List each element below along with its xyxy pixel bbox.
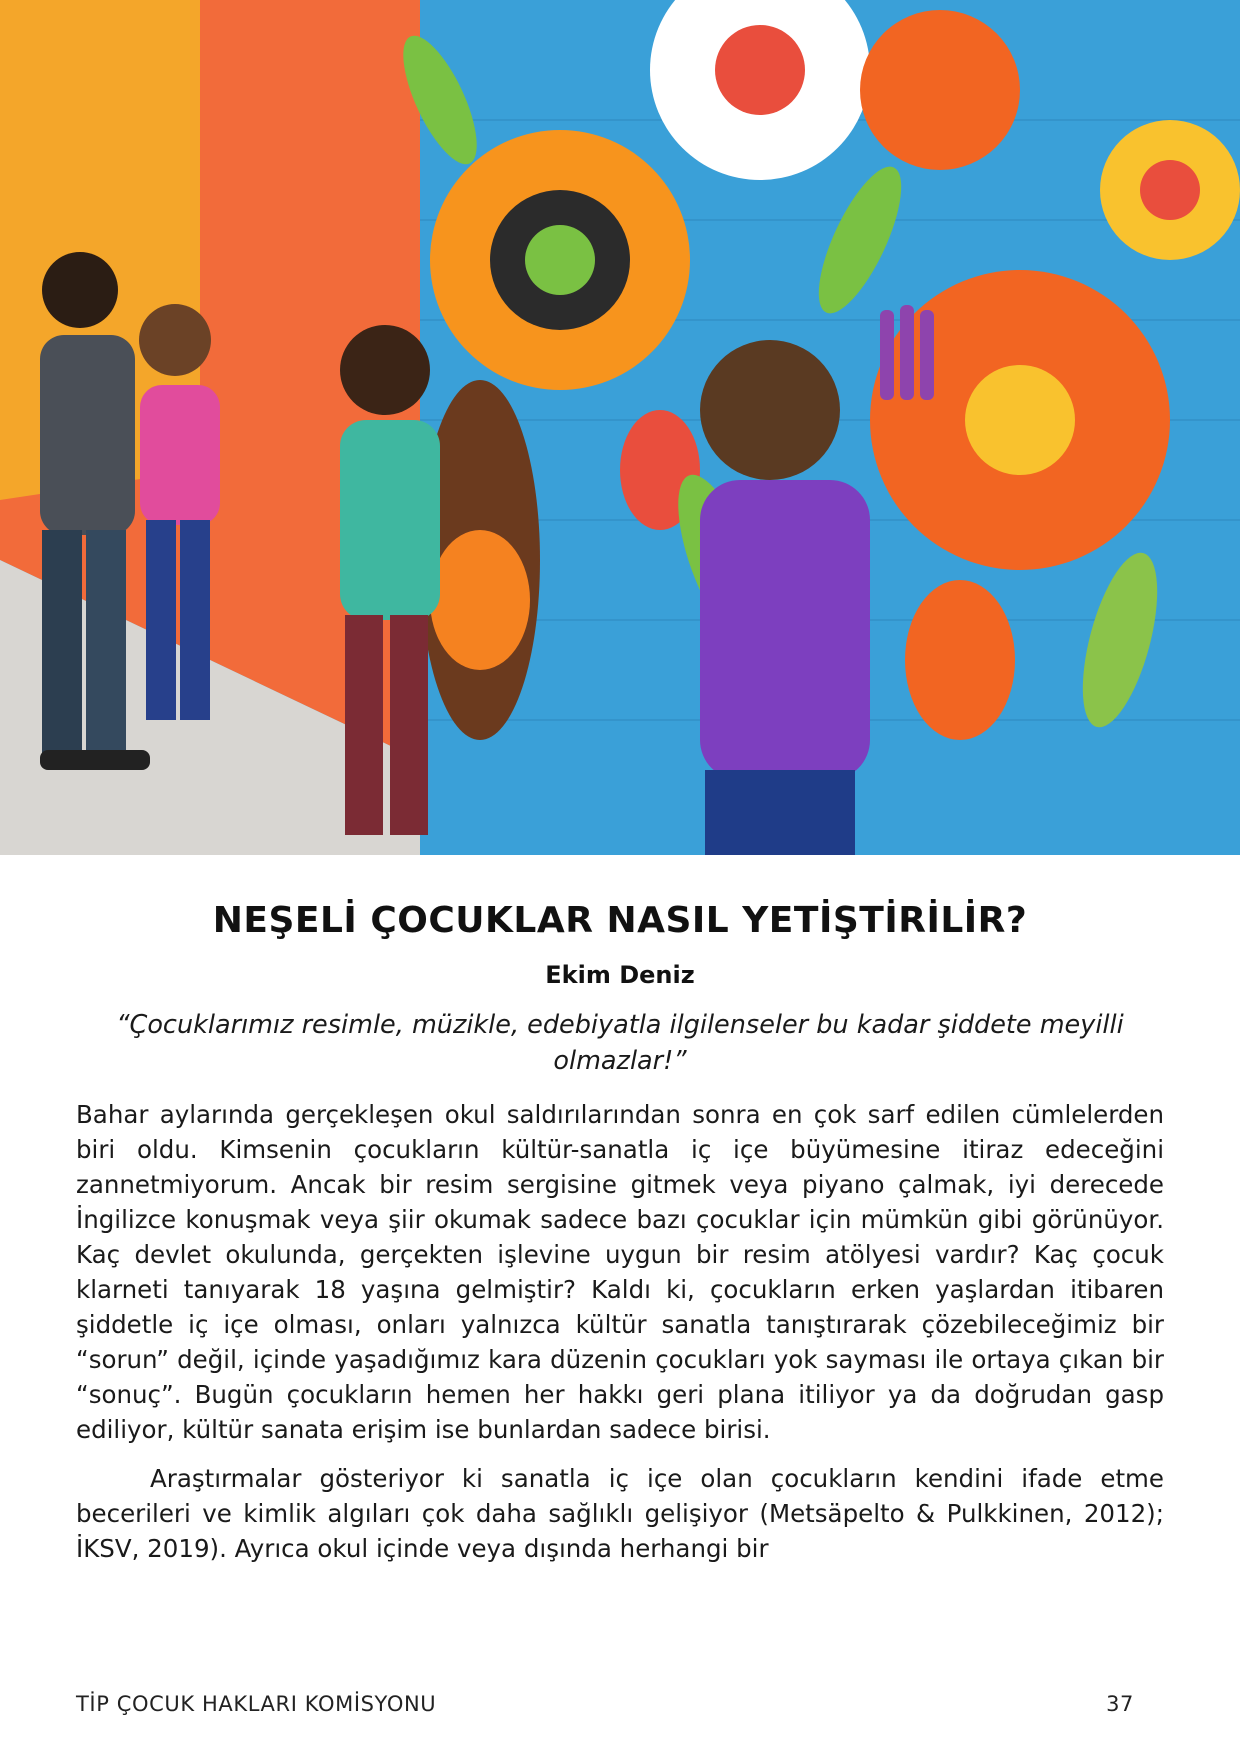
article-paragraph: Araştırmalar gösteriyor ki sanatla iç içe olan çocukların kendini ifade etme becerileri ve kimlik algıları çok daha sağlıklı gelişiyor (Metsäpelto & Pulkkinen, 2012); İKSV, 2019). Ayrıca okul içinde veya dışında herhangi bir xyxy=(76,1464,1164,1563)
article-epigraph-quote: “Çocuklarımız resimle, müzikle, edebiyatla ilgilenseler bu kadar şiddete meyilli olmazlar!” xyxy=(116,1010,1124,1076)
page-number: 37 xyxy=(1106,1692,1134,1716)
article-paragraph: Bahar aylarında gerçekleşen okul saldırılarından sonra en çok sarf edilen cümlelerden biri oldu. Kimsenin çocukların kültür-sanatla iç içe büyümesine itiraz edeceğini zannetmiyorum. Ancak bir resim sergisine gitmek veya piyano çalmak, iyi derecede İngilizce konuşmak veya şiir okumak sadece bazı çocuklar için mümkün gibi görünüyor. Kaç devlet okulunda, gerçekten işlevine uygun bir resim atölyesi vardır? Kaç çocuk klarneti tanıyarak 18 yaşına gelmiştir? Kaldı ki, çocukların erken yaşlardan itibaren şiddetle iç içe olması, onları yalnızca kültür sanatla tanıştırarak çözebileceğimiz bir “sorun” değil, içinde yaşadığımız kara düzenin çocukları yok sayması ile ortaya çıkan bir “sonuç”. Bugün çocukların hemen her hakkı geri plana itiliyor ya da doğrudan gasp ediliyor, kültür sanata erişim ise bunlardan sadece birisi. xyxy=(76,1100,1164,1444)
hero-photo xyxy=(0,0,1240,855)
article xyxy=(76,900,1164,1580)
article-author: Ekim Deniz xyxy=(545,961,695,989)
article-title: NEŞELİ ÇOCUKLAR NASIL YETİŞTİRİLİR? xyxy=(212,900,1028,941)
footer-organization: TİP ÇOCUK HAKLARI KOMİSYONU xyxy=(76,1692,437,1716)
children-painting-mural-illustration xyxy=(0,0,1240,855)
